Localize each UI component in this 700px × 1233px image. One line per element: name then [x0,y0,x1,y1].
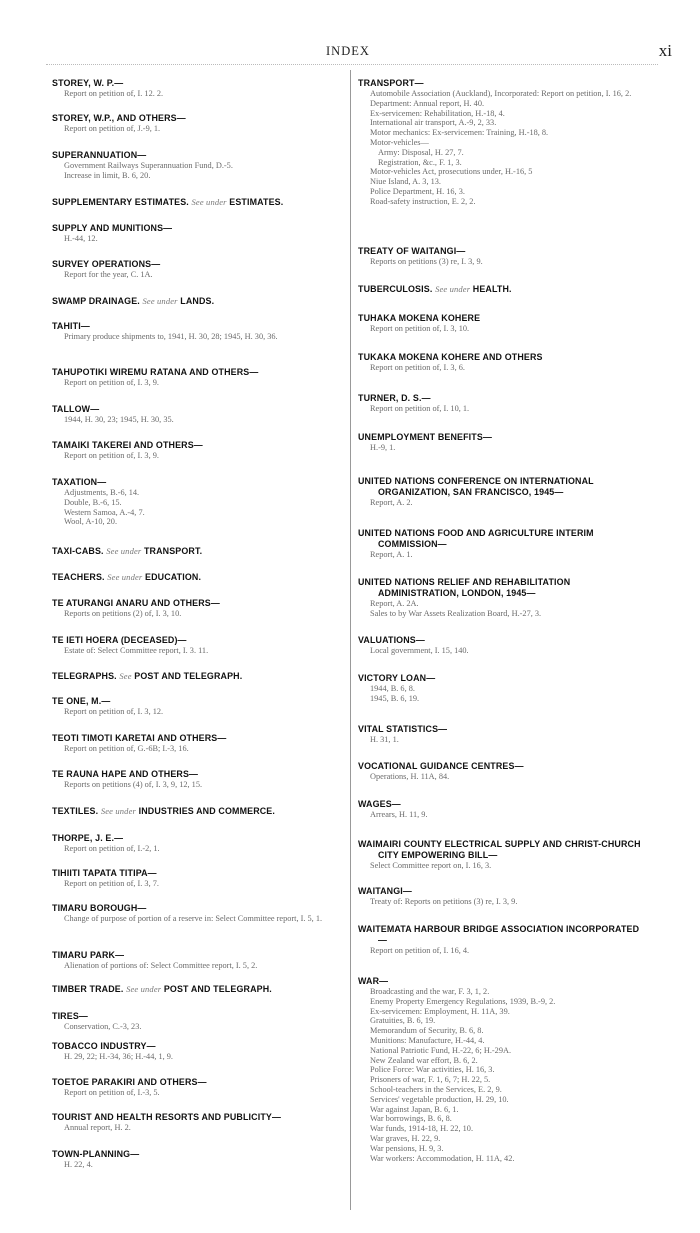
heading-text: TEACHERS. [52,572,105,582]
heading-text: TRANSPORT— [358,78,424,88]
entry-reference: Police Force: War activities, H. 16, 3. [370,1065,495,1075]
heading-text: TUBERCULOSIS. [358,284,433,294]
heading-text: TAHUPOTIKI WIREMU RATANA AND OTHERS— [52,367,259,377]
entry-reference: Memorandum of Security, B. 6, 8. [370,1026,484,1036]
entry-reference: Select Committee report on, I. 16, 3. [370,861,492,870]
entry-heading [358,839,646,861]
entry-reference: H. 22, 4. [64,1160,93,1169]
entry-reference: Change of purpose of portion of a reserve in: Select Committee report, I. 5, 1. [64,914,323,923]
entry-reference: Treaty of: Reports on petitions (3) re, I. 3, 9. [370,897,518,906]
entry-heading [358,246,646,257]
entry-reference: Report on petition of, I. 3, 9. [64,378,159,387]
entry-heading [358,432,646,443]
entry-reference: H. 31, 1. [370,735,399,744]
heading-text: STOREY, W. P.— [52,78,124,88]
see-reference-label: See under [107,572,143,582]
see-reference-label: See under [126,984,162,994]
see-reference-label: See under [191,197,227,207]
cross-reference: POST AND TELEGRAPH. [134,671,243,681]
entry-reference: Western Samoa, A.-4, 7. [64,507,145,517]
entry-reference: New Zealand war effort, B. 6, 2. [370,1055,478,1065]
entry-reference: H.-9, 1. [370,443,396,452]
index-entry-turner-d-s [358,393,646,414]
heading-text: VITAL STATISTICS— [358,724,448,734]
entry-reference: Estate of: Select Committee report, I. 3. 11. [64,646,209,655]
entry-reference: Ex-servicemen: Rehabilitation, H.-18, 4. [370,108,505,118]
entry-reference: Arrears, H. 11, 9. [370,810,428,819]
entry-reference: Primary produce shipments to, 1941, H. 30, 28; 1945, H. 30, 36. [64,332,278,341]
heading-text: TEOTI TIMOTI KARETAI AND OTHERS— [52,733,227,743]
entry-heading [358,393,646,404]
heading-text: TE RAUNA HAPE AND OTHERS— [52,769,199,779]
index-entry-waitangi [358,886,646,907]
heading-text: VICTORY LOAN— [358,673,436,683]
entry-reference: Road-safety instruction, E. 2, 2. [370,196,476,206]
cross-reference: LANDS. [180,296,215,306]
entry-reference: School-teachers in the Services, E. 2, 9. [370,1084,502,1094]
entry-reference: Motor mechanics: Ex-servicemen: Training, H.-18, 8. [370,128,549,138]
entry-reference: 1944, H. 30, 23; 1945, H. 30, 35. [64,415,174,424]
entry-reference: Report for the year, C. 1A. [64,270,153,279]
entry-reference: War pensions, H. 9, 3. [370,1143,444,1153]
entry-reference: Niue Island, A. 3, 13. [370,177,441,187]
page-title: INDEX [326,44,370,58]
entry-reference: War funds, 1914-18, H. 22, 10. [370,1124,474,1134]
entry-reference: Enemy Property Emergency Regulations, 1939, B.-9, 2. [370,996,556,1006]
entry-reference: Local government, I. 15, 140. [370,646,469,655]
heading-text: TEXTILES. [52,806,99,816]
entry-heading [358,476,646,498]
cross-reference: TRANSPORT. [143,546,203,556]
heading-text: TIMBER TRADE. [52,984,124,994]
entry-reference: 1944, B. 6, 8. [370,684,415,693]
heading-text: TE IETI HOERA (DECEASED)— [52,635,187,645]
heading-text: WAGES— [358,799,401,809]
heading-text: TALLOW— [52,404,100,414]
heading-text: TUKAKA MOKENA KOHERE AND OTHERS [358,352,543,362]
cross-reference: INDUSTRIES AND COMMERCE. [138,806,275,816]
entry-reference: Ex-servicemen: Employment, H. 11A, 39. [370,1006,510,1016]
entry-heading [358,761,646,772]
entry-heading [358,577,646,599]
heading-text: TIMARU BOROUGH— [52,903,147,913]
index-entry-waitemata-harbour-bridge-association-inc [358,924,646,956]
cross-reference: EDUCATION. [145,572,202,582]
index-entry-victory-loan [358,673,646,704]
heading-text: TOBACCO INDUSTRY— [52,1041,156,1051]
heading-text: UNITED NATIONS FOOD AND AGRICULTURE INTERIM COMMISSION— [358,528,594,549]
entry-reference: Motor-vehicles— [370,137,429,147]
heading-text: SWAMP DRAINAGE. [52,296,140,306]
entry-reference: Report on petition of, I. 10, 1. [370,404,470,413]
index-entry-united-nations-relief-and-rehabilitation [358,577,646,619]
entry-reference: 1945, B. 6, 19. [370,693,420,703]
heading-text: TAXI-CABS. [52,546,104,556]
see-reference-label: See under [142,296,178,306]
entry-reference: Annual report, H. 2. [64,1123,131,1132]
cross-reference: ESTIMATES. [229,197,284,207]
entry-reference: War workers: Accommodation, H. 11A, 42. [370,1153,515,1163]
heading-text: TOURIST AND HEALTH RESORTS AND PUBLICITY— [52,1112,282,1122]
entry-reference: Report, A. 2A. [370,599,419,608]
index-entry-unemployment-benefits [358,432,646,453]
heading-text: TOETOE PARAKIRI AND OTHERS— [52,1077,207,1087]
entry-reference: Report on petition of, I. 3, 6. [370,363,465,372]
entry-reference: Motor-vehicles Act, prosecutions under, H.-16, 5 [370,167,533,177]
entry-heading [358,635,646,646]
entry-reference: Army: Disposal, H. 27, 7. [378,147,464,157]
heading-text: VALUATIONS— [358,635,425,645]
entry-reference: Report on petition of, I.-3, 5. [64,1088,160,1097]
entry-reference: Report on petition of, I. 16, 4. [370,946,470,955]
entry-reference: Double, B.-6, 15. [64,497,122,507]
entry-reference: War against Japan, B. 6, 1. [370,1104,459,1114]
entry-reference: Wool, A-10, 20. [64,517,118,527]
index-entry-tuberculosis [358,284,646,295]
heading-text: SUPERANNUATION— [52,150,147,160]
entry-reference: Gratuities, B. 6, 19. [370,1016,436,1026]
heading-text: VOCATIONAL GUIDANCE CENTRES— [358,761,524,771]
entry-reference: Report on petition of, I. 3, 7. [64,879,159,888]
entry-heading [358,528,646,550]
entry-reference: International air transport, A.-9, 2, 33. [370,118,497,128]
heading-text: STOREY, W.P., AND OTHERS— [52,113,186,123]
entry-reference: Report on petition of, I. 3, 10. [370,324,470,333]
entry-reference: Increase in limit, B. 6, 20. [64,170,151,180]
entry-reference: Munitions: Manufacture, H.-44, 4. [370,1035,485,1045]
heading-text: UNITED NATIONS RELIEF AND REHABILITATION ADMINISTRATION, LONDON, 1945— [358,577,571,598]
see-reference-label: See under [435,284,471,294]
entry-reference: Report on petition of, J.-9, 1. [64,124,161,133]
entry-reference: Reports on petitions (3) re, I. 3, 9. [370,257,483,266]
entry-reference: War graves, H. 22, 9. [370,1133,441,1143]
entry-reference: Broadcasting and the war, F. 3, 1, 2. [370,987,490,996]
heading-text: TREATY OF WAITANGI— [358,246,466,256]
entry-reference: Report on petition of, G.-6B; I.-3, 16. [64,744,189,753]
heading-text: TOWN-PLANNING— [52,1149,140,1159]
entry-heading [358,724,646,735]
heading-text: TIMARU PARK— [52,950,125,960]
see-reference-label: See under [106,546,142,556]
heading-text: TE ATURANGI ANARU AND OTHERS— [52,598,220,608]
entry-reference: Government Railways Superannuation Fund, D.-5. [64,161,233,170]
entry-reference: Operations, H. 11A, 84. [370,772,450,781]
index-entry-treaty-of-waitangi [358,246,646,267]
index-entry-waimairi-county-electrical-supply-and-ch [358,839,646,871]
entry-reference: Adjustments, B.-6, 14. [64,488,140,497]
entry-heading [358,924,646,946]
entry-reference: Report on petition of, I. 3, 12. [64,707,164,716]
heading-text: TIHIITI TAPATA TITIPA— [52,868,157,878]
entry-reference: Report on petition of, I.-2, 1. [64,844,160,853]
entry-reference: Prisoners of war, F. 1, 6, 7; H. 22, 5. [370,1075,491,1085]
heading-text: TIRES— [52,1011,88,1021]
heading-text: SUPPLEMENTARY ESTIMATES. [52,197,189,207]
entry-reference: H.-44, 12. [64,234,98,243]
heading-text: TELEGRAPHS. [52,671,117,681]
entry-reference: Report, A. 1. [370,550,413,559]
entry-reference: Registration, &c., F. 1, 3. [378,157,462,167]
index-entry-vocational-guidance-centres [358,761,646,782]
heading-text: THORPE, J. E.— [52,833,124,843]
entry-reference: Conservation, C.-3, 23. [64,1022,142,1031]
index-entry-united-nations-conference-on-internation [358,476,646,508]
heading-text: TAHITI— [52,321,90,331]
entry-reference: H. 29, 22; H.-34, 36; H.-44, 1, 9. [64,1052,174,1061]
entry-reference: Sales to by War Assets Realization Board, H.-27, 3. [370,608,542,618]
heading-text: WAITEMATA HARBOUR BRIDGE ASSOCIATION INCORPORATED— [358,924,640,945]
heading-text: UNITED NATIONS CONFERENCE ON INTERNATIONAL ORGANIZATION, SAN FRANCISCO, 1945— [358,476,594,497]
entry-reference: Reports on petitions (4) of, I. 3, 9, 12, 15. [64,780,203,789]
entry-reference: Department: Annual report, H. 40. [370,98,485,108]
heading-text: SURVEY OPERATIONS— [52,259,161,269]
index-entry-war [358,976,646,1163]
index-entry-vital-statistics [358,724,646,745]
entry-reference: Report, A. 2. [370,498,413,507]
entry-heading [358,673,646,684]
entry-reference: Services' vegetable production, H. 29, 10. [370,1094,509,1104]
heading-text: TE ONE, M.— [52,696,111,706]
heading-text: TAMAIKI TAKEREI AND OTHERS— [52,440,203,450]
entry-reference: Alienation of portions of: Select Committee report, I. 5, 2. [64,961,258,970]
heading-text: SUPPLY AND MUNITIONS— [52,223,173,233]
entry-heading [358,799,646,810]
entry-heading [358,886,646,897]
heading-text: TURNER, D. S.— [358,393,431,403]
heading-text: WAIMAIRI COUNTY ELECTRICAL SUPPLY AND CHRIST-CHURCH CITY EMPOWERING BILL— [358,839,641,860]
cross-reference: HEALTH. [472,284,512,294]
heading-text: WAITANGI— [358,886,412,896]
entry-heading [358,352,646,363]
entry-reference: Report on petition of, I. 12. 2. [64,89,164,98]
entry-heading [358,78,646,89]
index-entry-transport [358,78,646,207]
entry-reference: Automobile Association (Auckland), Incorporated: Report on petition, I. 16, 2. [370,89,632,98]
page-number: xi [658,41,672,60]
entry-reference: Reports on petitions (2) of, I. 3, 10. [64,609,182,618]
see-reference-label: See under [100,806,136,816]
cross-reference: POST AND TELEGRAPH. [163,984,272,994]
entry-heading [358,976,646,987]
see-reference-label: See [119,671,132,681]
entry-heading [358,284,646,295]
entry-reference: National Patriotic Fund, H.-22, 6; H.-29A. [370,1045,512,1055]
heading-text: WAR— [358,976,389,986]
index-entry-tuhaka-mokena-kohere [358,313,646,334]
index-entry-united-nations-food-and-agriculture-inte [358,528,646,560]
entry-reference: War borrowings, B. 6, 8. [370,1114,452,1124]
heading-text: TUHAKA MOKENA KOHERE [358,313,481,323]
index-entry-wages [358,799,646,820]
entry-reference: Police Department, H. 16, 3. [370,186,465,196]
index-entry-valuations [358,635,646,656]
heading-text: TAXATION— [52,477,107,487]
entry-heading [358,313,646,324]
entry-reference: Report on petition of, I. 3, 9. [64,451,159,460]
index-entry-tukaka-mokena-kohere-and-others [358,352,646,373]
heading-text: UNEMPLOYMENT BENEFITS— [358,432,492,442]
